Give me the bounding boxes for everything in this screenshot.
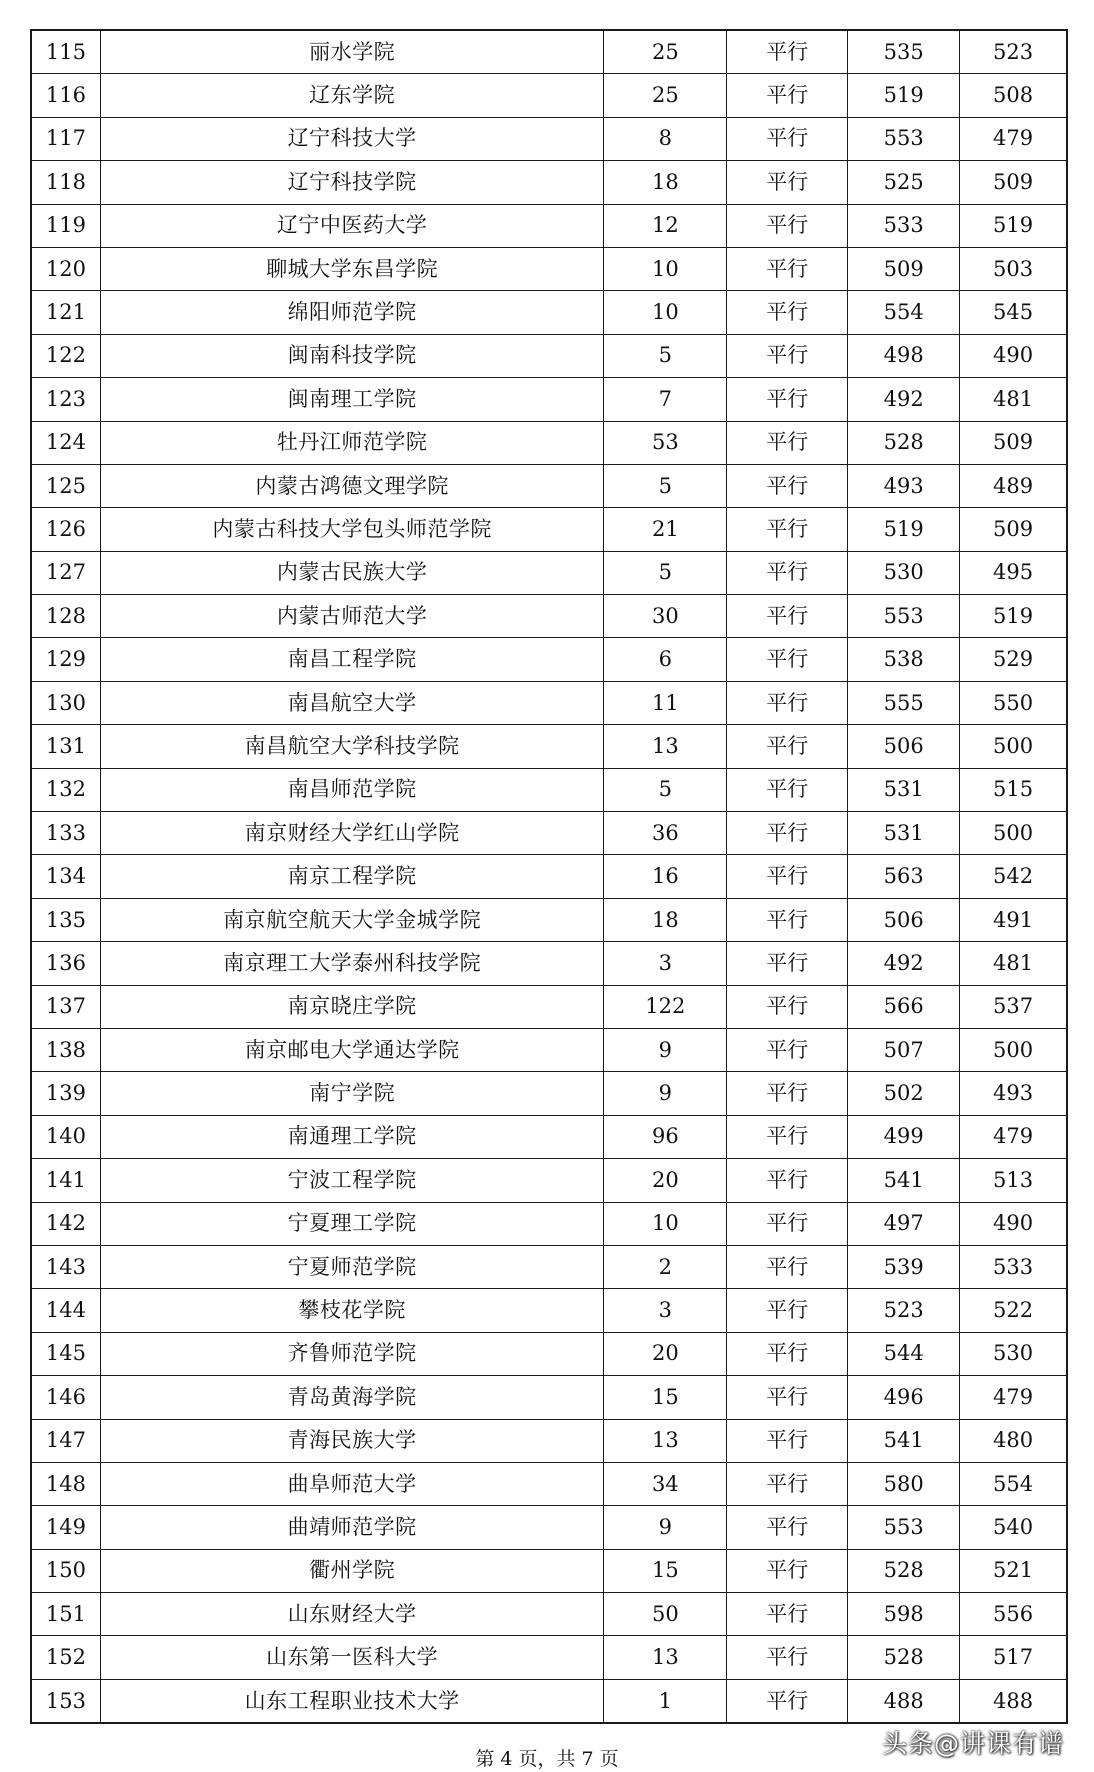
table-row <box>31 161 1067 204</box>
min-score-cell: 500 <box>960 812 1067 855</box>
batch-type-cell: 平行 <box>727 725 848 768</box>
school-name-cell: 绵阳师范学院 <box>100 291 603 334</box>
table-row <box>31 508 1067 551</box>
plan-count-cell: 3 <box>604 942 727 985</box>
table-row <box>31 638 1067 681</box>
max-score-cell: 493 <box>848 464 960 507</box>
table-row <box>31 1072 1067 1115</box>
min-score-cell: 519 <box>960 204 1067 247</box>
max-score-cell: 498 <box>848 334 960 377</box>
admission-table <box>30 29 1068 1724</box>
max-score-cell: 528 <box>848 421 960 464</box>
batch-type-cell: 平行 <box>727 30 848 74</box>
batch-type-cell: 平行 <box>727 1245 848 1288</box>
min-score-cell: 481 <box>960 942 1067 985</box>
table-row <box>31 74 1067 117</box>
row-index-cell: 116 <box>31 74 100 117</box>
plan-count-cell: 122 <box>604 985 727 1028</box>
plan-count-cell: 12 <box>604 204 727 247</box>
row-index-cell: 148 <box>31 1462 100 1505</box>
school-name-cell: 南京航空航天大学金城学院 <box>100 898 603 941</box>
table-row <box>31 898 1067 941</box>
batch-type-cell: 平行 <box>727 595 848 638</box>
school-name-cell: 牡丹江师范学院 <box>100 421 603 464</box>
max-score-cell: 519 <box>848 508 960 551</box>
school-name-cell: 内蒙古科技大学包头师范学院 <box>100 508 603 551</box>
row-index-cell: 119 <box>31 204 100 247</box>
row-index-cell: 118 <box>31 161 100 204</box>
table-row <box>31 30 1067 74</box>
plan-count-cell: 9 <box>604 1028 727 1071</box>
min-score-cell: 556 <box>960 1593 1067 1636</box>
batch-type-cell: 平行 <box>727 1462 848 1505</box>
max-score-cell: 541 <box>848 1419 960 1462</box>
min-score-cell: 479 <box>960 1115 1067 1158</box>
table-row <box>31 768 1067 811</box>
school-name-cell: 内蒙古民族大学 <box>100 551 603 594</box>
plan-count-cell: 3 <box>604 1289 727 1332</box>
max-score-cell: 555 <box>848 681 960 724</box>
plan-count-cell: 11 <box>604 681 727 724</box>
plan-count-cell: 13 <box>604 725 727 768</box>
max-score-cell: 553 <box>848 1506 960 1549</box>
row-index-cell: 136 <box>31 942 100 985</box>
min-score-cell: 479 <box>960 117 1067 160</box>
min-score-cell: 500 <box>960 1028 1067 1071</box>
row-index-cell: 141 <box>31 1159 100 1202</box>
min-score-cell: 481 <box>960 378 1067 421</box>
table-row <box>31 1593 1067 1636</box>
min-score-cell: 523 <box>960 30 1067 74</box>
watermark: 头条@讲课有谱 <box>881 1729 1064 1758</box>
plan-count-cell: 9 <box>604 1506 727 1549</box>
min-score-cell: 503 <box>960 247 1067 290</box>
max-score-cell: 533 <box>848 204 960 247</box>
school-name-cell: 辽宁中医药大学 <box>100 204 603 247</box>
batch-type-cell: 平行 <box>727 508 848 551</box>
table-row <box>31 812 1067 855</box>
school-name-cell: 山东工程职业技术大学 <box>100 1679 603 1723</box>
row-index-cell: 146 <box>31 1376 100 1419</box>
school-name-cell: 宁夏师范学院 <box>100 1245 603 1288</box>
min-score-cell: 554 <box>960 1462 1067 1505</box>
max-score-cell: 554 <box>848 291 960 334</box>
school-name-cell: 南宁学院 <box>100 1072 603 1115</box>
plan-count-cell: 7 <box>604 378 727 421</box>
plan-count-cell: 10 <box>604 247 727 290</box>
school-name-cell: 青海民族大学 <box>100 1419 603 1462</box>
row-index-cell: 151 <box>31 1593 100 1636</box>
batch-type-cell: 平行 <box>727 1636 848 1679</box>
max-score-cell: 563 <box>848 855 960 898</box>
row-index-cell: 132 <box>31 768 100 811</box>
plan-count-cell: 25 <box>604 74 727 117</box>
school-name-cell: 闽南理工学院 <box>100 378 603 421</box>
school-name-cell: 攀枝花学院 <box>100 1289 603 1332</box>
batch-type-cell: 平行 <box>727 1549 848 1592</box>
batch-type-cell: 平行 <box>727 681 848 724</box>
max-score-cell: 519 <box>848 74 960 117</box>
max-score-cell: 502 <box>848 1072 960 1115</box>
school-name-cell: 闽南科技学院 <box>100 334 603 377</box>
batch-type-cell: 平行 <box>727 378 848 421</box>
batch-type-cell: 平行 <box>727 1376 848 1419</box>
min-score-cell: 500 <box>960 725 1067 768</box>
batch-type-cell: 平行 <box>727 855 848 898</box>
min-score-cell: 542 <box>960 855 1067 898</box>
min-score-cell: 508 <box>960 74 1067 117</box>
row-index-cell: 123 <box>31 378 100 421</box>
row-index-cell: 122 <box>31 334 100 377</box>
row-index-cell: 124 <box>31 421 100 464</box>
table-row <box>31 595 1067 638</box>
max-score-cell: 566 <box>848 985 960 1028</box>
min-score-cell: 495 <box>960 551 1067 594</box>
school-name-cell: 南昌工程学院 <box>100 638 603 681</box>
plan-count-cell: 53 <box>604 421 727 464</box>
batch-type-cell: 平行 <box>727 74 848 117</box>
school-name-cell: 南通理工学院 <box>100 1115 603 1158</box>
batch-type-cell: 平行 <box>727 421 848 464</box>
max-score-cell: 488 <box>848 1679 960 1723</box>
min-score-cell: 515 <box>960 768 1067 811</box>
plan-count-cell: 5 <box>604 464 727 507</box>
school-name-cell: 南京工程学院 <box>100 855 603 898</box>
row-index-cell: 126 <box>31 508 100 551</box>
school-name-cell: 南昌航空大学科技学院 <box>100 725 603 768</box>
max-score-cell: 506 <box>848 898 960 941</box>
school-name-cell: 曲靖师范学院 <box>100 1506 603 1549</box>
table-row <box>31 117 1067 160</box>
plan-count-cell: 96 <box>604 1115 727 1158</box>
max-score-cell: 528 <box>848 1636 960 1679</box>
row-index-cell: 145 <box>31 1332 100 1375</box>
min-score-cell: 490 <box>960 334 1067 377</box>
table-row <box>31 1159 1067 1202</box>
plan-count-cell: 20 <box>604 1332 727 1375</box>
batch-type-cell: 平行 <box>727 334 848 377</box>
plan-count-cell: 10 <box>604 1202 727 1245</box>
school-name-cell: 丽水学院 <box>100 30 603 74</box>
row-index-cell: 120 <box>31 247 100 290</box>
batch-type-cell: 平行 <box>727 1506 848 1549</box>
row-index-cell: 128 <box>31 595 100 638</box>
max-score-cell: 497 <box>848 1202 960 1245</box>
batch-type-cell: 平行 <box>727 117 848 160</box>
batch-type-cell: 平行 <box>727 1115 848 1158</box>
max-score-cell: 525 <box>848 161 960 204</box>
table-row <box>31 378 1067 421</box>
min-score-cell: 522 <box>960 1289 1067 1332</box>
min-score-cell: 480 <box>960 1419 1067 1462</box>
table-row <box>31 1549 1067 1592</box>
school-name-cell: 辽宁科技大学 <box>100 117 603 160</box>
row-index-cell: 150 <box>31 1549 100 1592</box>
table-row <box>31 1289 1067 1332</box>
table-row <box>31 334 1067 377</box>
max-score-cell: 499 <box>848 1115 960 1158</box>
min-score-cell: 509 <box>960 421 1067 464</box>
row-index-cell: 147 <box>31 1419 100 1462</box>
max-score-cell: 531 <box>848 768 960 811</box>
table-body <box>31 30 1067 1723</box>
row-index-cell: 142 <box>31 1202 100 1245</box>
table-row <box>31 1332 1067 1375</box>
min-score-cell: 529 <box>960 638 1067 681</box>
max-score-cell: 523 <box>848 1289 960 1332</box>
plan-count-cell: 30 <box>604 595 727 638</box>
row-index-cell: 115 <box>31 30 100 74</box>
plan-count-cell: 50 <box>604 1593 727 1636</box>
row-index-cell: 117 <box>31 117 100 160</box>
table-row <box>31 1028 1067 1071</box>
max-score-cell: 492 <box>848 942 960 985</box>
table-row <box>31 1506 1067 1549</box>
batch-type-cell: 平行 <box>727 638 848 681</box>
min-score-cell: 521 <box>960 1549 1067 1592</box>
batch-type-cell: 平行 <box>727 1679 848 1723</box>
school-name-cell: 青岛黄海学院 <box>100 1376 603 1419</box>
plan-count-cell: 5 <box>604 551 727 594</box>
table-row <box>31 291 1067 334</box>
row-index-cell: 133 <box>31 812 100 855</box>
table-row <box>31 725 1067 768</box>
batch-type-cell: 平行 <box>727 768 848 811</box>
batch-type-cell: 平行 <box>727 1593 848 1636</box>
batch-type-cell: 平行 <box>727 1289 848 1332</box>
table-row <box>31 421 1067 464</box>
max-score-cell: 553 <box>848 595 960 638</box>
max-score-cell: 531 <box>848 812 960 855</box>
row-index-cell: 152 <box>31 1636 100 1679</box>
table-row <box>31 1202 1067 1245</box>
min-score-cell: 550 <box>960 681 1067 724</box>
batch-type-cell: 平行 <box>727 464 848 507</box>
row-index-cell: 137 <box>31 985 100 1028</box>
plan-count-cell: 5 <box>604 334 727 377</box>
min-score-cell: 519 <box>960 595 1067 638</box>
school-name-cell: 山东第一医科大学 <box>100 1636 603 1679</box>
max-score-cell: 530 <box>848 551 960 594</box>
plan-count-cell: 16 <box>604 855 727 898</box>
plan-count-cell: 9 <box>604 1072 727 1115</box>
row-index-cell: 135 <box>31 898 100 941</box>
batch-type-cell: 平行 <box>727 204 848 247</box>
min-score-cell: 533 <box>960 1245 1067 1288</box>
batch-type-cell: 平行 <box>727 551 848 594</box>
max-score-cell: 528 <box>848 1549 960 1592</box>
table-row <box>31 204 1067 247</box>
max-score-cell: 544 <box>848 1332 960 1375</box>
row-index-cell: 129 <box>31 638 100 681</box>
row-index-cell: 144 <box>31 1289 100 1332</box>
page-footer: 第 4 页，共 7 页 <box>475 1748 619 1770</box>
min-score-cell: 509 <box>960 161 1067 204</box>
table-row <box>31 1115 1067 1158</box>
row-index-cell: 139 <box>31 1072 100 1115</box>
table-row <box>31 1245 1067 1288</box>
school-name-cell: 南昌师范学院 <box>100 768 603 811</box>
max-score-cell: 507 <box>848 1028 960 1071</box>
plan-count-cell: 15 <box>604 1376 727 1419</box>
school-name-cell: 辽东学院 <box>100 74 603 117</box>
table-row <box>31 1419 1067 1462</box>
table-row <box>31 1636 1067 1679</box>
plan-count-cell: 8 <box>604 117 727 160</box>
row-index-cell: 134 <box>31 855 100 898</box>
max-score-cell: 496 <box>848 1376 960 1419</box>
max-score-cell: 492 <box>848 378 960 421</box>
school-name-cell: 辽宁科技学院 <box>100 161 603 204</box>
school-name-cell: 齐鲁师范学院 <box>100 1332 603 1375</box>
batch-type-cell: 平行 <box>727 161 848 204</box>
school-name-cell: 南京邮电大学通达学院 <box>100 1028 603 1071</box>
plan-count-cell: 13 <box>604 1419 727 1462</box>
school-name-cell: 南昌航空大学 <box>100 681 603 724</box>
school-name-cell: 曲阜师范大学 <box>100 1462 603 1505</box>
min-score-cell: 509 <box>960 508 1067 551</box>
plan-count-cell: 18 <box>604 161 727 204</box>
max-score-cell: 553 <box>848 117 960 160</box>
plan-count-cell: 5 <box>604 768 727 811</box>
school-name-cell: 内蒙古师范大学 <box>100 595 603 638</box>
min-score-cell: 489 <box>960 464 1067 507</box>
plan-count-cell: 1 <box>604 1679 727 1723</box>
school-name-cell: 南京晓庄学院 <box>100 985 603 1028</box>
row-index-cell: 138 <box>31 1028 100 1071</box>
row-index-cell: 130 <box>31 681 100 724</box>
school-name-cell: 聊城大学东昌学院 <box>100 247 603 290</box>
table-row <box>31 247 1067 290</box>
row-index-cell: 131 <box>31 725 100 768</box>
min-score-cell: 517 <box>960 1636 1067 1679</box>
batch-type-cell: 平行 <box>727 812 848 855</box>
batch-type-cell: 平行 <box>727 942 848 985</box>
plan-count-cell: 15 <box>604 1549 727 1592</box>
max-score-cell: 506 <box>848 725 960 768</box>
table-row <box>31 985 1067 1028</box>
plan-count-cell: 21 <box>604 508 727 551</box>
table-row <box>31 551 1067 594</box>
plan-count-cell: 6 <box>604 638 727 681</box>
batch-type-cell: 平行 <box>727 985 848 1028</box>
min-score-cell: 540 <box>960 1506 1067 1549</box>
table-row <box>31 681 1067 724</box>
min-score-cell: 513 <box>960 1159 1067 1202</box>
min-score-cell: 493 <box>960 1072 1067 1115</box>
row-index-cell: 143 <box>31 1245 100 1288</box>
plan-count-cell: 18 <box>604 898 727 941</box>
batch-type-cell: 平行 <box>727 1028 848 1071</box>
batch-type-cell: 平行 <box>727 291 848 334</box>
school-name-cell: 衢州学院 <box>100 1549 603 1592</box>
batch-type-cell: 平行 <box>727 898 848 941</box>
school-name-cell: 内蒙古鸿德文理学院 <box>100 464 603 507</box>
min-score-cell: 530 <box>960 1332 1067 1375</box>
min-score-cell: 545 <box>960 291 1067 334</box>
min-score-cell: 479 <box>960 1376 1067 1419</box>
batch-type-cell: 平行 <box>727 1202 848 1245</box>
table-row <box>31 1679 1067 1723</box>
table-row <box>31 942 1067 985</box>
table-row <box>31 464 1067 507</box>
batch-type-cell: 平行 <box>727 247 848 290</box>
school-name-cell: 山东财经大学 <box>100 1593 603 1636</box>
plan-count-cell: 13 <box>604 1636 727 1679</box>
row-index-cell: 121 <box>31 291 100 334</box>
row-index-cell: 153 <box>31 1679 100 1723</box>
row-index-cell: 127 <box>31 551 100 594</box>
row-index-cell: 140 <box>31 1115 100 1158</box>
plan-count-cell: 36 <box>604 812 727 855</box>
school-name-cell: 南京理工大学泰州科技学院 <box>100 942 603 985</box>
max-score-cell: 509 <box>848 247 960 290</box>
row-index-cell: 149 <box>31 1506 100 1549</box>
plan-count-cell: 34 <box>604 1462 727 1505</box>
min-score-cell: 537 <box>960 985 1067 1028</box>
admission-table-container <box>30 29 1068 1724</box>
table-row <box>31 855 1067 898</box>
row-index-cell: 125 <box>31 464 100 507</box>
max-score-cell: 535 <box>848 30 960 74</box>
batch-type-cell: 平行 <box>727 1072 848 1115</box>
table-row <box>31 1376 1067 1419</box>
school-name-cell: 宁波工程学院 <box>100 1159 603 1202</box>
batch-type-cell: 平行 <box>727 1332 848 1375</box>
max-score-cell: 539 <box>848 1245 960 1288</box>
batch-type-cell: 平行 <box>727 1419 848 1462</box>
min-score-cell: 488 <box>960 1679 1067 1723</box>
max-score-cell: 598 <box>848 1593 960 1636</box>
table-row <box>31 1462 1067 1505</box>
plan-count-cell: 10 <box>604 291 727 334</box>
batch-type-cell: 平行 <box>727 1159 848 1202</box>
school-name-cell: 宁夏理工学院 <box>100 1202 603 1245</box>
min-score-cell: 490 <box>960 1202 1067 1245</box>
max-score-cell: 580 <box>848 1462 960 1505</box>
plan-count-cell: 20 <box>604 1159 727 1202</box>
min-score-cell: 491 <box>960 898 1067 941</box>
plan-count-cell: 2 <box>604 1245 727 1288</box>
max-score-cell: 538 <box>848 638 960 681</box>
school-name-cell: 南京财经大学红山学院 <box>100 812 603 855</box>
plan-count-cell: 25 <box>604 30 727 74</box>
max-score-cell: 541 <box>848 1159 960 1202</box>
